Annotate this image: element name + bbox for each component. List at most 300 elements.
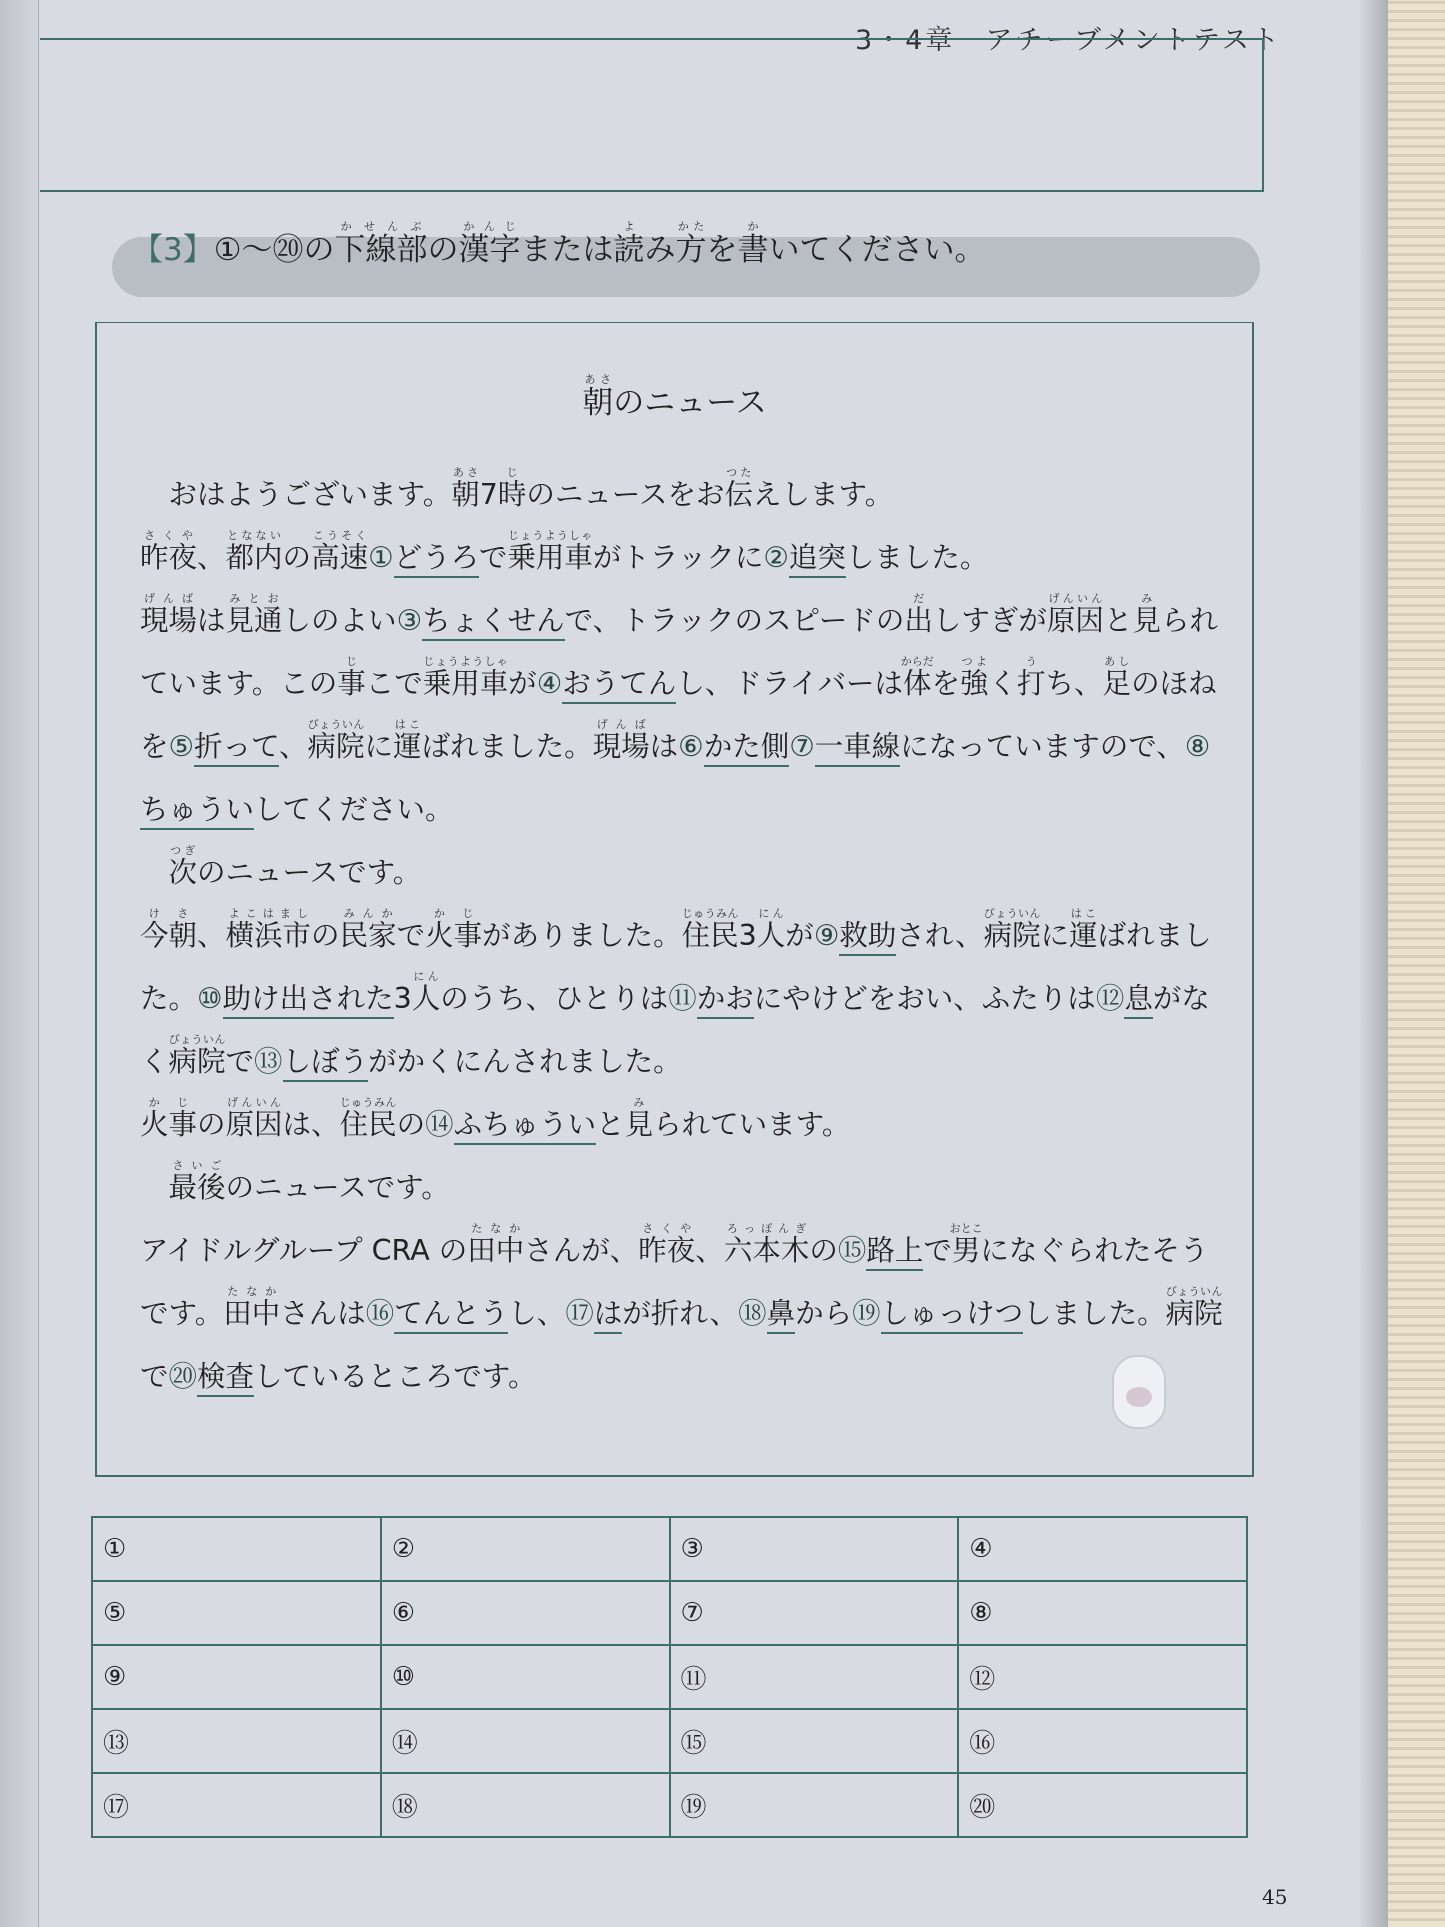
underlined-target: どうろ: [394, 541, 479, 578]
ruby-word: [422, 655, 509, 700]
text-segment: のほねを: [140, 667, 1217, 763]
text-segment: しました。: [845, 541, 989, 574]
text-segment: になっていますので、: [900, 730, 1185, 763]
answer-cell[interactable]: [92, 1645, 381, 1709]
furigana: ろっぽんぎ: [723, 1222, 810, 1235]
ruby-word: [451, 466, 480, 511]
ruby-base: 見通: [225, 604, 283, 637]
ruby-word: [1132, 592, 1161, 637]
ruby-base: 病院: [168, 1045, 226, 1078]
answer-label: ⑩: [391, 1662, 416, 1692]
question-marker: ⑧: [1184, 730, 1211, 763]
ruby-word: [582, 373, 614, 421]
ruby-base: 書: [737, 232, 769, 268]
instruction-body: [213, 220, 986, 268]
ruby-word: [497, 466, 527, 511]
text-segment: で: [225, 1045, 255, 1078]
text-segment: しました。: [1023, 1297, 1166, 1330]
furigana: こうそく: [311, 529, 369, 542]
furigana: じょうようしゃ: [507, 529, 593, 542]
ruby-base: 横浜市: [225, 919, 312, 952]
furigana: つぎ: [168, 844, 198, 857]
ruby-base: 時: [497, 478, 527, 511]
answer-label: ④: [969, 1534, 993, 1564]
ruby-word: [904, 592, 933, 637]
furigana: つよ: [959, 655, 989, 668]
furigana: みんか: [339, 907, 397, 920]
text-segment: がかくにんされました。: [368, 1045, 682, 1078]
ruby-word: [507, 529, 593, 574]
ruby-base: 読: [613, 232, 645, 268]
text-segment: ばれました。: [140, 919, 1212, 1015]
furigana: からだ: [900, 655, 934, 668]
ruby-word: [425, 907, 483, 952]
answer-label: ⑯: [969, 1728, 996, 1759]
ruby-base: 見: [1132, 604, 1161, 637]
story-paragraph: [140, 1093, 1225, 1156]
furigana: か: [737, 220, 769, 233]
text-segment: し、: [508, 1297, 566, 1330]
furigana: びょういん: [307, 718, 365, 731]
ruby-word: [225, 592, 283, 637]
text-segment: し、ドライバーは: [676, 667, 903, 700]
underlined-target: 折って: [194, 730, 279, 767]
ruby-word: [140, 1096, 198, 1141]
text-segment: 、: [197, 919, 226, 952]
answer-cell[interactable]: [670, 1645, 959, 1709]
furigana: さくや: [638, 1222, 696, 1235]
ruby-base: 病院: [1165, 1297, 1223, 1330]
answer-row: [92, 1773, 1247, 1837]
ruby-word: [737, 220, 769, 268]
ruby-word: [949, 1222, 983, 1267]
underlined-target: かお: [697, 982, 754, 1019]
ruby-word: [225, 907, 312, 952]
ruby-word: [223, 1285, 281, 1330]
text-segment: に: [1040, 919, 1070, 952]
text-segment: が折れ、: [622, 1297, 739, 1330]
text-segment: になぐられたそうです。: [140, 1234, 1209, 1330]
furigana: じ: [337, 655, 366, 668]
answer-label: ③: [680, 1534, 704, 1564]
text-segment: しているところです。: [254, 1360, 537, 1393]
underlined-target: ちゅうい: [140, 793, 254, 830]
underlined-target: は: [594, 1297, 623, 1334]
answer-table: [91, 1516, 1248, 1838]
ruby-word: [458, 220, 521, 268]
furigana: げんば: [140, 592, 198, 605]
ruby-word: [168, 844, 198, 889]
question-marker: ⑱: [738, 1297, 767, 1330]
furigana: さくや: [140, 529, 198, 542]
ruby-base: 打: [1017, 667, 1046, 700]
text-segment: のニュース: [613, 385, 767, 421]
story-paragraph: [140, 526, 1225, 589]
text-segment: み: [644, 232, 676, 268]
text-segment: ①～⑳の: [213, 232, 335, 268]
furigana: じょうようしゃ: [422, 655, 509, 668]
ruby-word: [140, 592, 198, 637]
story-paragraph: [140, 904, 1225, 1093]
ruby-word: [624, 1096, 654, 1141]
answer-label: ⑦: [680, 1598, 704, 1628]
ruby-base: 次: [168, 856, 198, 889]
answer-row: [92, 1581, 1247, 1645]
underlined-target: しぼう: [283, 1045, 369, 1082]
furigana: う: [1017, 655, 1046, 668]
ruby-base: 事: [337, 667, 366, 700]
furigana: あさ: [582, 373, 614, 386]
furigana: びょういん: [168, 1033, 226, 1046]
story-title: [97, 373, 1252, 422]
text-segment: しのよい: [282, 604, 397, 637]
furigana: み: [624, 1096, 654, 1109]
question-number: 【3】: [132, 232, 214, 268]
text-segment: で: [923, 1234, 952, 1267]
text-segment: で: [478, 541, 508, 574]
text-segment: えします。: [753, 478, 894, 511]
ruby-base: 住民: [681, 919, 739, 952]
text-segment: が: [508, 667, 537, 700]
text-segment: は: [649, 730, 679, 763]
ruby-base: 原因: [1046, 604, 1104, 637]
furigana: かじ: [425, 907, 483, 920]
text-segment: を: [706, 232, 738, 268]
furigana: じゅうみん: [339, 1096, 397, 1109]
instruction-text: [132, 200, 986, 300]
text-segment: のニュースをお: [526, 478, 725, 511]
ruby-base: 朝: [582, 385, 614, 421]
ruby-base: 今朝: [140, 919, 198, 952]
question-marker: ⑥: [678, 730, 704, 763]
text-segment: さんが、: [524, 1234, 639, 1267]
ruby-word: [983, 907, 1041, 952]
ruby-base: 運: [1069, 919, 1098, 952]
furigana: たなか: [223, 1285, 281, 1298]
text-segment: してください。: [254, 793, 454, 826]
ruby-base: 民家: [339, 919, 397, 952]
furigana: よこはまし: [225, 907, 312, 920]
text-segment: され、: [896, 919, 984, 952]
furigana: かた: [675, 220, 707, 233]
ruby-word: [1102, 655, 1132, 700]
text-segment: と: [1103, 604, 1133, 637]
underlined-target: 一車線: [815, 730, 901, 767]
ruby-word: [311, 529, 369, 574]
underlined-target: ふちゅうい: [454, 1108, 597, 1145]
text-segment: 3: [393, 982, 412, 1015]
question-marker: ⑨: [813, 919, 840, 952]
ruby-word: [411, 970, 441, 1015]
answer-label: ⑲: [680, 1792, 707, 1823]
furigana: げんいん: [1046, 592, 1104, 605]
answer-cell[interactable]: [92, 1581, 381, 1645]
underlined-target: 助け出された: [223, 982, 394, 1019]
answer-cell[interactable]: [381, 1773, 670, 1837]
ruby-base: 乗用車: [507, 541, 593, 574]
question-marker: ③: [396, 604, 423, 637]
answer-cell[interactable]: [670, 1709, 959, 1773]
story-body: [140, 463, 1225, 1408]
answer-cell[interactable]: [670, 1773, 959, 1837]
text-segment: の: [809, 1234, 838, 1267]
ruby-base: 強: [959, 667, 989, 700]
ruby-word: [1069, 907, 1098, 952]
answer-cell[interactable]: [92, 1773, 381, 1837]
underlined-target: しゅっけつ: [881, 1297, 1024, 1334]
answer-cell[interactable]: [958, 1581, 1247, 1645]
answer-cell[interactable]: [92, 1709, 381, 1773]
text-segment: から: [795, 1297, 853, 1330]
answer-label: ⑱: [391, 1792, 418, 1823]
ruby-word: [393, 718, 422, 763]
ruby-word: [613, 220, 645, 268]
underlined-target: 検査: [197, 1360, 254, 1397]
answer-cell[interactable]: [381, 1645, 670, 1709]
ruby-word: [168, 1159, 226, 1204]
ruby-base: 昨夜: [638, 1234, 696, 1267]
ruby-word: [225, 1096, 283, 1141]
question-marker: ①: [368, 541, 394, 574]
text-segment: のニュースです。: [225, 1171, 450, 1204]
underlined-target: かた側: [704, 730, 790, 767]
underlined-target: ちょくせん: [422, 604, 565, 641]
ruby-word: [592, 718, 650, 763]
answer-cell[interactable]: [958, 1517, 1247, 1581]
ruby-base: 都内: [225, 541, 283, 574]
furigana: びょういん: [983, 907, 1041, 920]
text-segment: がなく: [140, 982, 1210, 1078]
answer-label: ⑰: [103, 1792, 130, 1823]
answer-row: [92, 1709, 1247, 1773]
ruby-base: 見: [624, 1108, 654, 1141]
question-marker: ⑬: [254, 1045, 283, 1078]
story-paragraph: [140, 841, 1225, 904]
question-marker: ⑩: [197, 982, 223, 1015]
text-segment: がトラックに: [592, 541, 764, 574]
ruby-word: [675, 220, 707, 268]
text-segment: 、: [197, 541, 226, 574]
ruby-base: 病院: [983, 919, 1041, 952]
furigana: かじ: [140, 1096, 198, 1109]
answer-label: ⑨: [103, 1662, 127, 1692]
ruby-word: [334, 220, 428, 268]
furigana: かせんぶ: [334, 220, 428, 233]
answer-label: ⑥: [391, 1598, 416, 1628]
ruby-word: [339, 1096, 397, 1141]
ruby-base: 漢字: [458, 232, 521, 268]
text-segment: いてください。: [768, 232, 986, 268]
ruby-base: 田中: [467, 1234, 525, 1267]
ruby-word: [959, 655, 989, 700]
furigana: あさ: [451, 466, 480, 479]
text-segment: と: [596, 1108, 625, 1141]
text-segment: が: [785, 919, 814, 952]
text-segment: がありました。: [482, 919, 682, 952]
ruby-base: 体: [900, 667, 934, 700]
answer-cell[interactable]: [381, 1581, 670, 1645]
question-marker: ②: [763, 541, 789, 574]
text-segment: の: [282, 541, 312, 574]
ruby-base: 病院: [307, 730, 365, 763]
furigana: はこ: [393, 718, 422, 731]
ruby-word: [140, 529, 198, 574]
ruby-base: 住民: [339, 1108, 397, 1141]
answer-cell[interactable]: [92, 1517, 381, 1581]
furigana: み: [1132, 592, 1161, 605]
text-segment: られています。: [653, 1108, 851, 1141]
furigana: みとお: [225, 592, 283, 605]
answer-row: [92, 1645, 1247, 1709]
ruby-base: 最後: [168, 1171, 226, 1204]
cat-paw-icon: [1112, 1355, 1166, 1429]
answer-label: ⑧: [969, 1598, 993, 1628]
page-number: 45: [1262, 1885, 1288, 1909]
title-box: [40, 38, 1264, 192]
answer-label: ⑭: [391, 1728, 418, 1759]
question-marker: ⑲: [852, 1297, 881, 1330]
question-marker: ⑰: [565, 1297, 594, 1330]
text-segment: く: [988, 667, 1018, 700]
underlined-target: 救助: [839, 919, 896, 956]
answer-cell[interactable]: [958, 1773, 1247, 1837]
ruby-base: 昨夜: [140, 541, 198, 574]
answer-cell[interactable]: [958, 1645, 1247, 1709]
text-segment: こで: [365, 667, 423, 700]
background-fabric: [1388, 0, 1445, 1927]
question-marker: ⑫: [1095, 982, 1125, 1015]
furigana: けさ: [140, 907, 198, 920]
furigana: かんじ: [458, 220, 521, 233]
furigana: つた: [724, 466, 753, 479]
furigana: げんいん: [225, 1096, 283, 1109]
ruby-word: [1165, 1285, 1223, 1330]
ruby-base: 火事: [425, 919, 483, 952]
answer-cell[interactable]: [381, 1517, 670, 1581]
ruby-base: 下線部: [334, 232, 428, 268]
story-paragraph: [140, 1156, 1225, 1219]
furigana: じゅうみん: [681, 907, 739, 920]
furigana: びょういん: [1165, 1285, 1223, 1298]
text-segment: に: [364, 730, 394, 763]
furigana: おとこ: [949, 1222, 983, 1235]
ruby-base: 人: [756, 919, 786, 952]
text-segment: ばれました。: [421, 730, 593, 763]
answer-cell[interactable]: [670, 1581, 959, 1645]
furigana: にん: [411, 970, 441, 983]
ruby-word: [140, 907, 198, 952]
ruby-word: [756, 907, 786, 952]
ruby-base: 朝: [451, 478, 480, 511]
underlined-target: てんとう: [394, 1297, 508, 1334]
ruby-word: [638, 1222, 696, 1267]
ruby-base: 原因: [225, 1108, 283, 1141]
ruby-base: 六本木: [723, 1234, 810, 1267]
furigana: げんば: [592, 718, 650, 731]
text-segment: おはようございます。: [168, 478, 452, 511]
ruby-base: 足: [1102, 667, 1132, 700]
question-marker: ④: [536, 667, 563, 700]
ruby-base: 田中: [223, 1297, 281, 1330]
answer-cell[interactable]: [958, 1709, 1247, 1773]
answer-label: ⑪: [680, 1664, 707, 1695]
story-box: [95, 322, 1254, 1477]
ruby-base: 運: [393, 730, 422, 763]
answer-label: ⑳: [969, 1792, 996, 1823]
text-segment: または: [520, 232, 614, 268]
text-segment: は: [197, 604, 226, 637]
furigana: はこ: [1069, 907, 1098, 920]
ruby-word: [307, 718, 365, 763]
question-marker: ⑤: [168, 730, 195, 763]
ruby-word: [1046, 592, 1104, 637]
answer-label: ⑬: [103, 1728, 130, 1759]
text-segment: 、: [695, 1234, 724, 1267]
ruby-word: [467, 1222, 525, 1267]
ruby-base: 現場: [140, 604, 198, 637]
text-segment: のニュースです。: [197, 856, 422, 889]
question-marker: ⑯: [365, 1297, 395, 1330]
ruby-base: 高速: [311, 541, 369, 574]
ruby-word: [339, 907, 397, 952]
story-paragraph: [140, 589, 1225, 841]
ruby-word: [724, 466, 753, 511]
answer-label: ⑤: [103, 1598, 127, 1628]
book-binding: [0, 0, 39, 1927]
ruby-base: 人: [411, 982, 441, 1015]
answer-label: ①: [103, 1534, 127, 1564]
answer-cell[interactable]: [670, 1517, 959, 1581]
ruby-base: 出: [904, 604, 933, 637]
question-marker: ⑭: [425, 1108, 454, 1141]
question-marker: ⑦: [789, 730, 815, 763]
underlined-target: 路上: [866, 1234, 923, 1271]
story-paragraph: [140, 463, 1225, 526]
answer-cell[interactable]: [381, 1709, 670, 1773]
furigana: よ: [613, 220, 645, 233]
text-segment: を: [931, 667, 960, 700]
ruby-word: [337, 655, 366, 700]
ruby-word: [225, 529, 283, 574]
ruby-word: [1017, 655, 1046, 700]
answer-label: ⑫: [969, 1664, 996, 1695]
text-segment: アイドルグループ CRA の: [140, 1234, 468, 1267]
text-segment: で: [396, 919, 426, 952]
furigana: にん: [756, 907, 786, 920]
furigana: となない: [225, 529, 283, 542]
text-segment: られています。この: [140, 604, 1218, 700]
text-segment: しすぎが: [932, 604, 1047, 637]
text-segment: の: [197, 1108, 226, 1141]
text-segment: ち、: [1045, 667, 1103, 700]
furigana: さいご: [168, 1159, 226, 1172]
ruby-word: [900, 655, 934, 700]
underlined-target: 息: [1124, 982, 1153, 1019]
text-segment: の: [311, 919, 340, 952]
underlined-target: 鼻: [767, 1297, 796, 1334]
ruby-base: 伝: [724, 478, 753, 511]
text-segment: の: [427, 232, 459, 268]
text-segment: で、トラックのスピードの: [564, 604, 905, 637]
text-segment: さんは: [280, 1297, 366, 1330]
ruby-word: [168, 1033, 226, 1078]
page-edge-shadow: [1360, 0, 1390, 1927]
text-segment: 、: [279, 730, 308, 763]
furigana: だ: [904, 592, 933, 605]
text-segment: の: [396, 1108, 426, 1141]
answer-label: ②: [391, 1534, 416, 1564]
ruby-word: [681, 907, 739, 952]
